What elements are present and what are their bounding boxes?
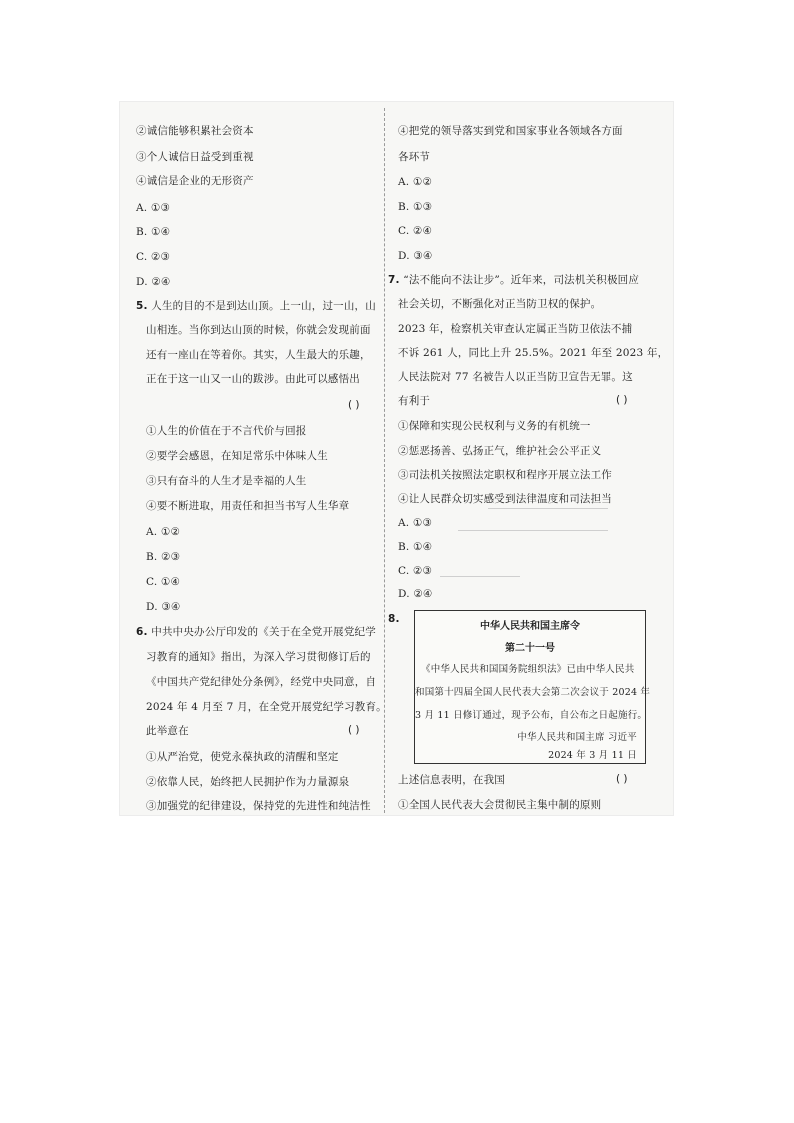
- q4-choice-a: A. ①③: [136, 202, 171, 214]
- q4-option-2: ②诚信能够积累社会资本: [136, 125, 254, 137]
- question-number: 6.: [136, 626, 148, 638]
- q5-option-2: ②要学会感恩，在知足常乐中体味人生: [146, 450, 328, 462]
- q6-option-3: ③加强党的纪律建设，保持党的先进性和纯洁性: [146, 800, 371, 812]
- question-number: 5.: [136, 300, 148, 312]
- q6-choice-a: A. ①②: [398, 176, 433, 188]
- scan-smudge: [488, 508, 608, 509]
- q5-stem-line-1: [136, 299, 376, 313]
- q6-stem-line-2: 习教育的通知》指出，为深入学习贯彻修订后的: [146, 651, 371, 663]
- q6-option-1: ①从严治党，使党永葆执政的清醒和坚定: [146, 751, 339, 763]
- q7-stem-line-3: 2023 年，检察机关审查认定属正当防卫依法不捕: [398, 323, 633, 335]
- q7-option-4: ④让人民群众切实感受到法律温度和司法担当: [398, 493, 612, 505]
- decree-text-line-1: 《中华人民共和国国务院组织法》已由中华人民共: [421, 664, 635, 675]
- q7-stem-line-6: 有利于: [398, 395, 431, 407]
- q6-option-4-line-2: 各环节: [398, 151, 431, 163]
- q5-text: 人生的目的不是到达山顶。上一山，过一山，山: [151, 300, 376, 312]
- q8-stem: 上述信息表明，在我国: [398, 774, 505, 786]
- q4-choice-d: D. ②④: [136, 276, 171, 288]
- q8-option-1: ①全国人民代表大会贯彻民主集中制的原则: [398, 799, 602, 811]
- q7-stem-line-4: 不诉 261 人，同比上升 25.5%。2021 年至 2023 年，: [398, 347, 669, 359]
- q5-choice-b: B. ②③: [146, 551, 181, 563]
- q7-stem-line-1: [388, 273, 639, 287]
- q7-answer-paren: ( ): [616, 394, 628, 406]
- q7-choice-b: B. ①④: [398, 541, 433, 553]
- decree-number: 第二十一号: [505, 643, 555, 654]
- q6-stem-line-5: 此举意在: [146, 725, 189, 737]
- question-number: 7.: [388, 274, 400, 286]
- q6-option-2: ②依靠人民，始终把人民拥护作为力量源泉: [146, 776, 350, 788]
- q7-choice-c: C. ②③: [398, 565, 433, 577]
- q6-stem-line-4: 2024 年 4 月至 7 月，在全党开展党纪学习教育。: [146, 701, 387, 713]
- q8-number: [388, 612, 400, 626]
- q6-stem-line-1: [136, 625, 376, 639]
- q6-choice-b: B. ①③: [398, 201, 433, 213]
- q5-stem-line-2: 山相连。当你到达山顶的时候，你就会发现前面: [146, 324, 371, 336]
- q5-choice-d: D. ③④: [146, 601, 181, 613]
- q7-stem-line-5: 人民法院对 77 名被告人以正当防卫宣告无罪。这: [398, 371, 633, 383]
- decree-date: 2024 年 3 月 11 日: [548, 750, 637, 761]
- q5-choice-a: A. ①②: [146, 526, 181, 538]
- q6-text: 中共中央办公厅印发的《关于在全党开展党纪学: [151, 626, 376, 638]
- scan-smudge: [458, 530, 608, 531]
- q5-stem-line-3: 还有一座山在等着你。其实，人生最大的乐趣，: [146, 349, 371, 361]
- q7-stem-line-2: 社会关切，不断强化对正当防卫权的保护。: [398, 298, 602, 310]
- right-column: [388, 102, 669, 815]
- q7-text: “法不能向不法让步”。近年来，司法机关积极回应: [403, 274, 640, 286]
- q6-choice-c: C. ②④: [398, 225, 433, 237]
- q5-option-1: ①人生的价值在于不言代价与回报: [146, 425, 307, 437]
- scanned-exam-page: [120, 102, 673, 815]
- q5-stem-line-4: 正在于这一山又一山的跋涉。由此可以感悟出: [146, 373, 360, 385]
- decree-text-line-2: 和国第十四届全国人民代表大会第二次会议于 2024 年: [415, 687, 651, 698]
- q7-choice-d: D. ②④: [398, 588, 433, 600]
- q5-option-3: ③只有奋斗的人生才是幸福的人生: [146, 475, 307, 487]
- q4-choice-c: C. ②③: [136, 251, 171, 263]
- q7-option-1: ①保障和实现公民权利与义务的有机统一: [398, 420, 591, 432]
- q4-option-4: ④诚信是企业的无形资产: [136, 175, 254, 187]
- q6-option-4-line-1: ④把党的领导落实到党和国家事业各领域各方面: [398, 125, 623, 137]
- q8-answer-paren: ( ): [616, 773, 628, 785]
- q7-choice-a: A. ①③: [398, 517, 433, 529]
- q4-option-3: ③个人诚信日益受到重视: [136, 151, 254, 163]
- decree-title: 中华人民共和国主席令: [480, 621, 580, 632]
- decree-text-line-3: 3 月 11 日修订通过，现予公布，自公布之日起施行。: [415, 710, 648, 721]
- q7-option-2: ②惩恶扬善、弘扬正气，维护社会公平正义: [398, 445, 602, 457]
- q7-option-3: ③司法机关按照法定职权和程序开展立法工作: [398, 469, 612, 481]
- q5-answer-paren: ( ): [348, 399, 360, 411]
- decree-signature: 中华人民共和国主席 习近平: [517, 732, 637, 743]
- left-column: [136, 102, 388, 815]
- q6-choice-d: D. ③④: [398, 250, 433, 262]
- scan-smudge: [440, 576, 520, 577]
- q6-answer-paren: ( ): [348, 724, 360, 736]
- q6-stem-line-3: 《中国共产党纪律处分条例》，经党中央同意，自: [146, 676, 377, 688]
- q4-choice-b: B. ①④: [136, 226, 171, 238]
- question-number: 8.: [388, 613, 400, 625]
- presidential-decree-box: [414, 610, 651, 764]
- q5-option-4: ④要不断进取，用责任和担当书写人生华章: [146, 500, 350, 512]
- q5-choice-c: C. ①④: [146, 576, 181, 588]
